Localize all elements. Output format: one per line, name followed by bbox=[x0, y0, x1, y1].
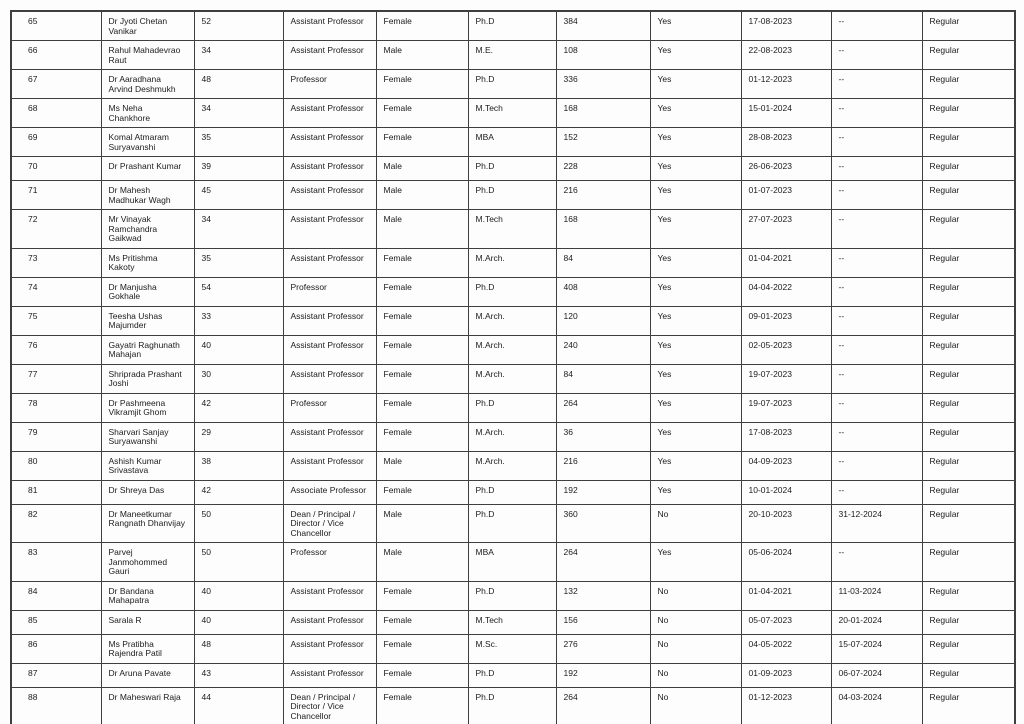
table-cell: -- bbox=[831, 422, 922, 451]
table-cell: Dean / Principal / Director / Vice Chancellor bbox=[283, 687, 376, 724]
table-cell: Female bbox=[376, 128, 468, 157]
table-cell: 168 bbox=[556, 210, 650, 249]
table-cell: 50 bbox=[194, 543, 283, 582]
table-cell: 20-01-2024 bbox=[831, 610, 922, 634]
table-cell: 216 bbox=[556, 451, 650, 480]
table-cell: Female bbox=[376, 610, 468, 634]
table-cell: Regular bbox=[922, 687, 1015, 724]
table-cell: 36 bbox=[556, 422, 650, 451]
table-cell: 79 bbox=[11, 422, 101, 451]
table-cell: 80 bbox=[11, 451, 101, 480]
table-cell: -- bbox=[831, 306, 922, 335]
table-cell: 05-07-2023 bbox=[741, 610, 831, 634]
table-cell: -- bbox=[831, 480, 922, 504]
table-cell: 40 bbox=[194, 610, 283, 634]
table-cell: 44 bbox=[194, 687, 283, 724]
table-cell: Dean / Principal / Director / Vice Chancellor bbox=[283, 504, 376, 543]
table-row bbox=[11, 451, 1015, 480]
table-cell: -- bbox=[831, 277, 922, 306]
table-cell: 240 bbox=[556, 335, 650, 364]
table-cell: 67 bbox=[11, 70, 101, 99]
table-cell: Assistant Professor bbox=[283, 41, 376, 70]
table-cell: Yes bbox=[650, 543, 741, 582]
table-cell: M.E. bbox=[468, 41, 556, 70]
table-cell: -- bbox=[831, 41, 922, 70]
table-cell: 30 bbox=[194, 364, 283, 393]
table-cell: 152 bbox=[556, 128, 650, 157]
table-cell: 35 bbox=[194, 248, 283, 277]
table-cell: 73 bbox=[11, 248, 101, 277]
table-cell: Assistant Professor bbox=[283, 610, 376, 634]
table-cell: Regular bbox=[922, 181, 1015, 210]
table-cell: 82 bbox=[11, 504, 101, 543]
table-cell: 75 bbox=[11, 306, 101, 335]
table-cell: 81 bbox=[11, 480, 101, 504]
table-cell: 45 bbox=[194, 181, 283, 210]
table-row bbox=[11, 504, 1015, 543]
table-cell: -- bbox=[831, 70, 922, 99]
table-cell: 22-08-2023 bbox=[741, 41, 831, 70]
table-cell: Ph.D bbox=[468, 277, 556, 306]
table-cell: No bbox=[650, 634, 741, 663]
table-cell: Sarala R bbox=[101, 610, 194, 634]
table-cell: Dr Jyoti Chetan Vanikar bbox=[101, 11, 194, 41]
table-cell: Female bbox=[376, 687, 468, 724]
table-cell: 156 bbox=[556, 610, 650, 634]
table-cell: -- bbox=[831, 393, 922, 422]
table-cell: Ph.D bbox=[468, 687, 556, 724]
table-cell: 01-07-2023 bbox=[741, 181, 831, 210]
faculty-table-body bbox=[11, 11, 1015, 724]
table-cell: 26-06-2023 bbox=[741, 157, 831, 181]
table-cell: Ph.D bbox=[468, 393, 556, 422]
table-cell: Assistant Professor bbox=[283, 663, 376, 687]
table-cell: 04-04-2022 bbox=[741, 277, 831, 306]
table-cell: 04-09-2023 bbox=[741, 451, 831, 480]
table-cell: M.Arch. bbox=[468, 248, 556, 277]
table-cell: Ph.D bbox=[468, 480, 556, 504]
table-row bbox=[11, 99, 1015, 128]
table-cell: Yes bbox=[650, 480, 741, 504]
table-cell: M.Arch. bbox=[468, 422, 556, 451]
table-cell: Shriprada Prashant Joshi bbox=[101, 364, 194, 393]
table-row bbox=[11, 393, 1015, 422]
table-cell: 11-03-2024 bbox=[831, 581, 922, 610]
table-cell: 108 bbox=[556, 41, 650, 70]
table-cell: 132 bbox=[556, 581, 650, 610]
table-cell: 19-07-2023 bbox=[741, 393, 831, 422]
table-cell: Assistant Professor bbox=[283, 335, 376, 364]
table-cell: Ph.D bbox=[468, 181, 556, 210]
table-cell: Regular bbox=[922, 306, 1015, 335]
table-cell: M.Tech bbox=[468, 210, 556, 249]
table-cell: Yes bbox=[650, 422, 741, 451]
table-cell: Ph.D bbox=[468, 663, 556, 687]
table-cell: M.Arch. bbox=[468, 306, 556, 335]
table-cell: Regular bbox=[922, 157, 1015, 181]
table-row bbox=[11, 181, 1015, 210]
table-cell: Professor bbox=[283, 393, 376, 422]
table-cell: 19-07-2023 bbox=[741, 364, 831, 393]
table-cell: Regular bbox=[922, 504, 1015, 543]
table-cell: Assistant Professor bbox=[283, 451, 376, 480]
table-cell: Female bbox=[376, 422, 468, 451]
table-cell: 34 bbox=[194, 210, 283, 249]
table-cell: Female bbox=[376, 663, 468, 687]
table-cell: Mr Vinayak Ramchandra Gaikwad bbox=[101, 210, 194, 249]
table-cell: Regular bbox=[922, 610, 1015, 634]
table-cell: 27-07-2023 bbox=[741, 210, 831, 249]
table-cell: 76 bbox=[11, 335, 101, 364]
table-cell: Female bbox=[376, 277, 468, 306]
table-cell: Dr Bandana Mahapatra bbox=[101, 581, 194, 610]
table-cell: 336 bbox=[556, 70, 650, 99]
table-cell: 01-09-2023 bbox=[741, 663, 831, 687]
table-cell: Assistant Professor bbox=[283, 248, 376, 277]
table-cell: M.Arch. bbox=[468, 451, 556, 480]
table-cell: 04-05-2022 bbox=[741, 634, 831, 663]
table-cell: Dr Shreya Das bbox=[101, 480, 194, 504]
table-cell: 50 bbox=[194, 504, 283, 543]
table-cell: Ph.D bbox=[468, 157, 556, 181]
table-cell: Gayatri Raghunath Mahajan bbox=[101, 335, 194, 364]
table-cell: Male bbox=[376, 41, 468, 70]
table-row bbox=[11, 128, 1015, 157]
table-cell: 35 bbox=[194, 128, 283, 157]
table-cell: Professor bbox=[283, 277, 376, 306]
table-cell: -- bbox=[831, 451, 922, 480]
table-cell: Yes bbox=[650, 248, 741, 277]
table-cell: Assistant Professor bbox=[283, 306, 376, 335]
table-cell: Assistant Professor bbox=[283, 128, 376, 157]
table-cell: Regular bbox=[922, 277, 1015, 306]
table-cell: 228 bbox=[556, 157, 650, 181]
table-cell: Yes bbox=[650, 157, 741, 181]
table-cell: 09-01-2023 bbox=[741, 306, 831, 335]
table-cell: 02-05-2023 bbox=[741, 335, 831, 364]
table-cell: M.Arch. bbox=[468, 335, 556, 364]
table-cell: Regular bbox=[922, 335, 1015, 364]
table-cell: Assistant Professor bbox=[283, 11, 376, 41]
table-cell: 34 bbox=[194, 99, 283, 128]
table-cell: 43 bbox=[194, 663, 283, 687]
table-cell: Regular bbox=[922, 634, 1015, 663]
table-cell: 192 bbox=[556, 480, 650, 504]
table-cell: Male bbox=[376, 543, 468, 582]
table-cell: Regular bbox=[922, 364, 1015, 393]
table-cell: Dr Manjusha Gokhale bbox=[101, 277, 194, 306]
table-cell: Ph.D bbox=[468, 11, 556, 41]
table-cell: Female bbox=[376, 364, 468, 393]
faculty-table bbox=[10, 10, 1016, 724]
table-cell: Female bbox=[376, 393, 468, 422]
table-cell: No bbox=[650, 687, 741, 724]
table-cell: -- bbox=[831, 99, 922, 128]
table-row bbox=[11, 248, 1015, 277]
table-cell: 31-12-2024 bbox=[831, 504, 922, 543]
table-cell: 28-08-2023 bbox=[741, 128, 831, 157]
table-cell: Yes bbox=[650, 181, 741, 210]
table-cell: Komal Atmaram Suryavanshi bbox=[101, 128, 194, 157]
table-cell: Parvej Janmohommed Gauri bbox=[101, 543, 194, 582]
table-cell: 84 bbox=[11, 581, 101, 610]
table-cell: Assistant Professor bbox=[283, 210, 376, 249]
table-cell: 42 bbox=[194, 480, 283, 504]
table-cell: Yes bbox=[650, 393, 741, 422]
table-cell: 17-08-2023 bbox=[741, 11, 831, 41]
table-cell: 69 bbox=[11, 128, 101, 157]
table-cell: Male bbox=[376, 210, 468, 249]
table-cell: Female bbox=[376, 581, 468, 610]
table-row bbox=[11, 70, 1015, 99]
table-cell: 86 bbox=[11, 634, 101, 663]
table-cell: Female bbox=[376, 634, 468, 663]
table-cell: 01-12-2023 bbox=[741, 70, 831, 99]
table-row bbox=[11, 210, 1015, 249]
table-cell: Female bbox=[376, 248, 468, 277]
table-cell: 72 bbox=[11, 210, 101, 249]
table-cell: 276 bbox=[556, 634, 650, 663]
table-cell: Assistant Professor bbox=[283, 157, 376, 181]
table-cell: -- bbox=[831, 157, 922, 181]
table-cell: Ph.D bbox=[468, 504, 556, 543]
table-cell: Dr Prashant Kumar bbox=[101, 157, 194, 181]
table-cell: Regular bbox=[922, 480, 1015, 504]
table-cell: Male bbox=[376, 157, 468, 181]
table-cell: Assistant Professor bbox=[283, 99, 376, 128]
table-cell: Ms Pratibha Rajendra Patil bbox=[101, 634, 194, 663]
table-cell: Ph.D bbox=[468, 581, 556, 610]
table-cell: Regular bbox=[922, 70, 1015, 99]
table-cell: 54 bbox=[194, 277, 283, 306]
table-cell: 29 bbox=[194, 422, 283, 451]
table-cell: Yes bbox=[650, 11, 741, 41]
table-cell: Yes bbox=[650, 451, 741, 480]
table-cell: 40 bbox=[194, 335, 283, 364]
table-cell: 84 bbox=[556, 364, 650, 393]
table-cell: 120 bbox=[556, 306, 650, 335]
table-cell: No bbox=[650, 504, 741, 543]
table-cell: Assistant Professor bbox=[283, 581, 376, 610]
table-cell: -- bbox=[831, 335, 922, 364]
table-cell: Ashish Kumar Srivastava bbox=[101, 451, 194, 480]
table-cell: No bbox=[650, 663, 741, 687]
table-cell: Dr Pashmeena Vikramjit Ghom bbox=[101, 393, 194, 422]
table-cell: Yes bbox=[650, 128, 741, 157]
table-row bbox=[11, 364, 1015, 393]
table-cell: 85 bbox=[11, 610, 101, 634]
table-cell: Yes bbox=[650, 335, 741, 364]
table-cell: Yes bbox=[650, 306, 741, 335]
table-cell: 10-01-2024 bbox=[741, 480, 831, 504]
table-cell: 39 bbox=[194, 157, 283, 181]
table-row bbox=[11, 543, 1015, 582]
table-cell: 74 bbox=[11, 277, 101, 306]
table-cell: Yes bbox=[650, 364, 741, 393]
table-cell: Dr Mahesh Madhukar Wagh bbox=[101, 181, 194, 210]
table-cell: Yes bbox=[650, 99, 741, 128]
table-cell: Assistant Professor bbox=[283, 634, 376, 663]
table-cell: MBA bbox=[468, 543, 556, 582]
table-cell: Assistant Professor bbox=[283, 364, 376, 393]
table-cell: -- bbox=[831, 248, 922, 277]
table-row bbox=[11, 335, 1015, 364]
table-cell: 88 bbox=[11, 687, 101, 724]
table-cell: Regular bbox=[922, 581, 1015, 610]
table-row bbox=[11, 663, 1015, 687]
table-cell: Professor bbox=[283, 543, 376, 582]
table-cell: Female bbox=[376, 70, 468, 99]
table-cell: 70 bbox=[11, 157, 101, 181]
table-cell: Assistant Professor bbox=[283, 422, 376, 451]
table-cell: 264 bbox=[556, 393, 650, 422]
table-cell: 84 bbox=[556, 248, 650, 277]
table-cell: 05-06-2024 bbox=[741, 543, 831, 582]
table-cell: Ph.D bbox=[468, 70, 556, 99]
table-cell: Regular bbox=[922, 248, 1015, 277]
table-cell: Female bbox=[376, 306, 468, 335]
table-cell: 87 bbox=[11, 663, 101, 687]
table-cell: 192 bbox=[556, 663, 650, 687]
table-cell: Yes bbox=[650, 70, 741, 99]
table-cell: 01-04-2021 bbox=[741, 248, 831, 277]
table-cell: -- bbox=[831, 11, 922, 41]
table-cell: 264 bbox=[556, 687, 650, 724]
table-cell: M.Arch. bbox=[468, 364, 556, 393]
table-cell: Female bbox=[376, 11, 468, 41]
table-cell: Professor bbox=[283, 70, 376, 99]
table-cell: 65 bbox=[11, 11, 101, 41]
table-cell: Regular bbox=[922, 663, 1015, 687]
table-cell: 48 bbox=[194, 634, 283, 663]
table-cell: M.Sc. bbox=[468, 634, 556, 663]
table-cell: No bbox=[650, 610, 741, 634]
table-cell: 264 bbox=[556, 543, 650, 582]
table-cell: Ms Neha Chankhore bbox=[101, 99, 194, 128]
table-row bbox=[11, 581, 1015, 610]
table-cell: 38 bbox=[194, 451, 283, 480]
table-cell: 52 bbox=[194, 11, 283, 41]
table-cell: 216 bbox=[556, 181, 650, 210]
table-cell: 408 bbox=[556, 277, 650, 306]
table-cell: Sharvari Sanjay Suryawanshi bbox=[101, 422, 194, 451]
table-cell: MBA bbox=[468, 128, 556, 157]
table-row bbox=[11, 157, 1015, 181]
table-cell: 66 bbox=[11, 41, 101, 70]
table-cell: Regular bbox=[922, 99, 1015, 128]
table-cell: Dr Maheswari Raja bbox=[101, 687, 194, 724]
table-cell: Female bbox=[376, 99, 468, 128]
table-cell: 384 bbox=[556, 11, 650, 41]
table-cell: Regular bbox=[922, 128, 1015, 157]
table-cell: Yes bbox=[650, 277, 741, 306]
table-cell: Ms Pritishma Kakoty bbox=[101, 248, 194, 277]
table-cell: Yes bbox=[650, 210, 741, 249]
table-row bbox=[11, 480, 1015, 504]
table-cell: -- bbox=[831, 364, 922, 393]
table-cell: -- bbox=[831, 210, 922, 249]
table-row bbox=[11, 306, 1015, 335]
table-cell: 40 bbox=[194, 581, 283, 610]
table-cell: Teesha Ushas Majumder bbox=[101, 306, 194, 335]
table-cell: Regular bbox=[922, 11, 1015, 41]
table-cell: 68 bbox=[11, 99, 101, 128]
table-cell: 34 bbox=[194, 41, 283, 70]
table-cell: 71 bbox=[11, 181, 101, 210]
table-cell: Dr Aruna Pavate bbox=[101, 663, 194, 687]
table-cell: Female bbox=[376, 480, 468, 504]
table-cell: Regular bbox=[922, 422, 1015, 451]
table-cell: 01-12-2023 bbox=[741, 687, 831, 724]
table-cell: -- bbox=[831, 543, 922, 582]
table-cell: 06-07-2024 bbox=[831, 663, 922, 687]
table-cell: Rahul Mahadevrao Raut bbox=[101, 41, 194, 70]
table-cell: Regular bbox=[922, 210, 1015, 249]
table-cell: Male bbox=[376, 181, 468, 210]
table-cell: No bbox=[650, 581, 741, 610]
table-row bbox=[11, 277, 1015, 306]
table-cell: 77 bbox=[11, 364, 101, 393]
table-cell: Dr Aaradhana Arvind Deshmukh bbox=[101, 70, 194, 99]
table-cell: Regular bbox=[922, 393, 1015, 422]
table-row bbox=[11, 610, 1015, 634]
table-row bbox=[11, 11, 1015, 41]
table-cell: M.Tech bbox=[468, 610, 556, 634]
table-cell: -- bbox=[831, 181, 922, 210]
table-row bbox=[11, 687, 1015, 724]
table-cell: 15-01-2024 bbox=[741, 99, 831, 128]
table-cell: 17-08-2023 bbox=[741, 422, 831, 451]
table-cell: 168 bbox=[556, 99, 650, 128]
table-cell: 01-04-2021 bbox=[741, 581, 831, 610]
table-cell: Yes bbox=[650, 41, 741, 70]
table-cell: Male bbox=[376, 451, 468, 480]
table-cell: Male bbox=[376, 504, 468, 543]
table-cell: Associate Professor bbox=[283, 480, 376, 504]
table-cell: Regular bbox=[922, 451, 1015, 480]
table-cell: M.Tech bbox=[468, 99, 556, 128]
table-row bbox=[11, 41, 1015, 70]
table-cell: 360 bbox=[556, 504, 650, 543]
table-row bbox=[11, 634, 1015, 663]
table-cell: Regular bbox=[922, 41, 1015, 70]
table-row bbox=[11, 422, 1015, 451]
table-cell: 33 bbox=[194, 306, 283, 335]
table-cell: Assistant Professor bbox=[283, 181, 376, 210]
table-cell: 42 bbox=[194, 393, 283, 422]
table-cell: Regular bbox=[922, 543, 1015, 582]
table-cell: 20-10-2023 bbox=[741, 504, 831, 543]
table-cell: 04-03-2024 bbox=[831, 687, 922, 724]
table-cell: 15-07-2024 bbox=[831, 634, 922, 663]
table-cell: Female bbox=[376, 335, 468, 364]
table-cell: Dr Maneetkumar Rangnath Dhanvijay bbox=[101, 504, 194, 543]
table-cell: -- bbox=[831, 128, 922, 157]
table-cell: 78 bbox=[11, 393, 101, 422]
table-cell: 48 bbox=[194, 70, 283, 99]
table-cell: 83 bbox=[11, 543, 101, 582]
